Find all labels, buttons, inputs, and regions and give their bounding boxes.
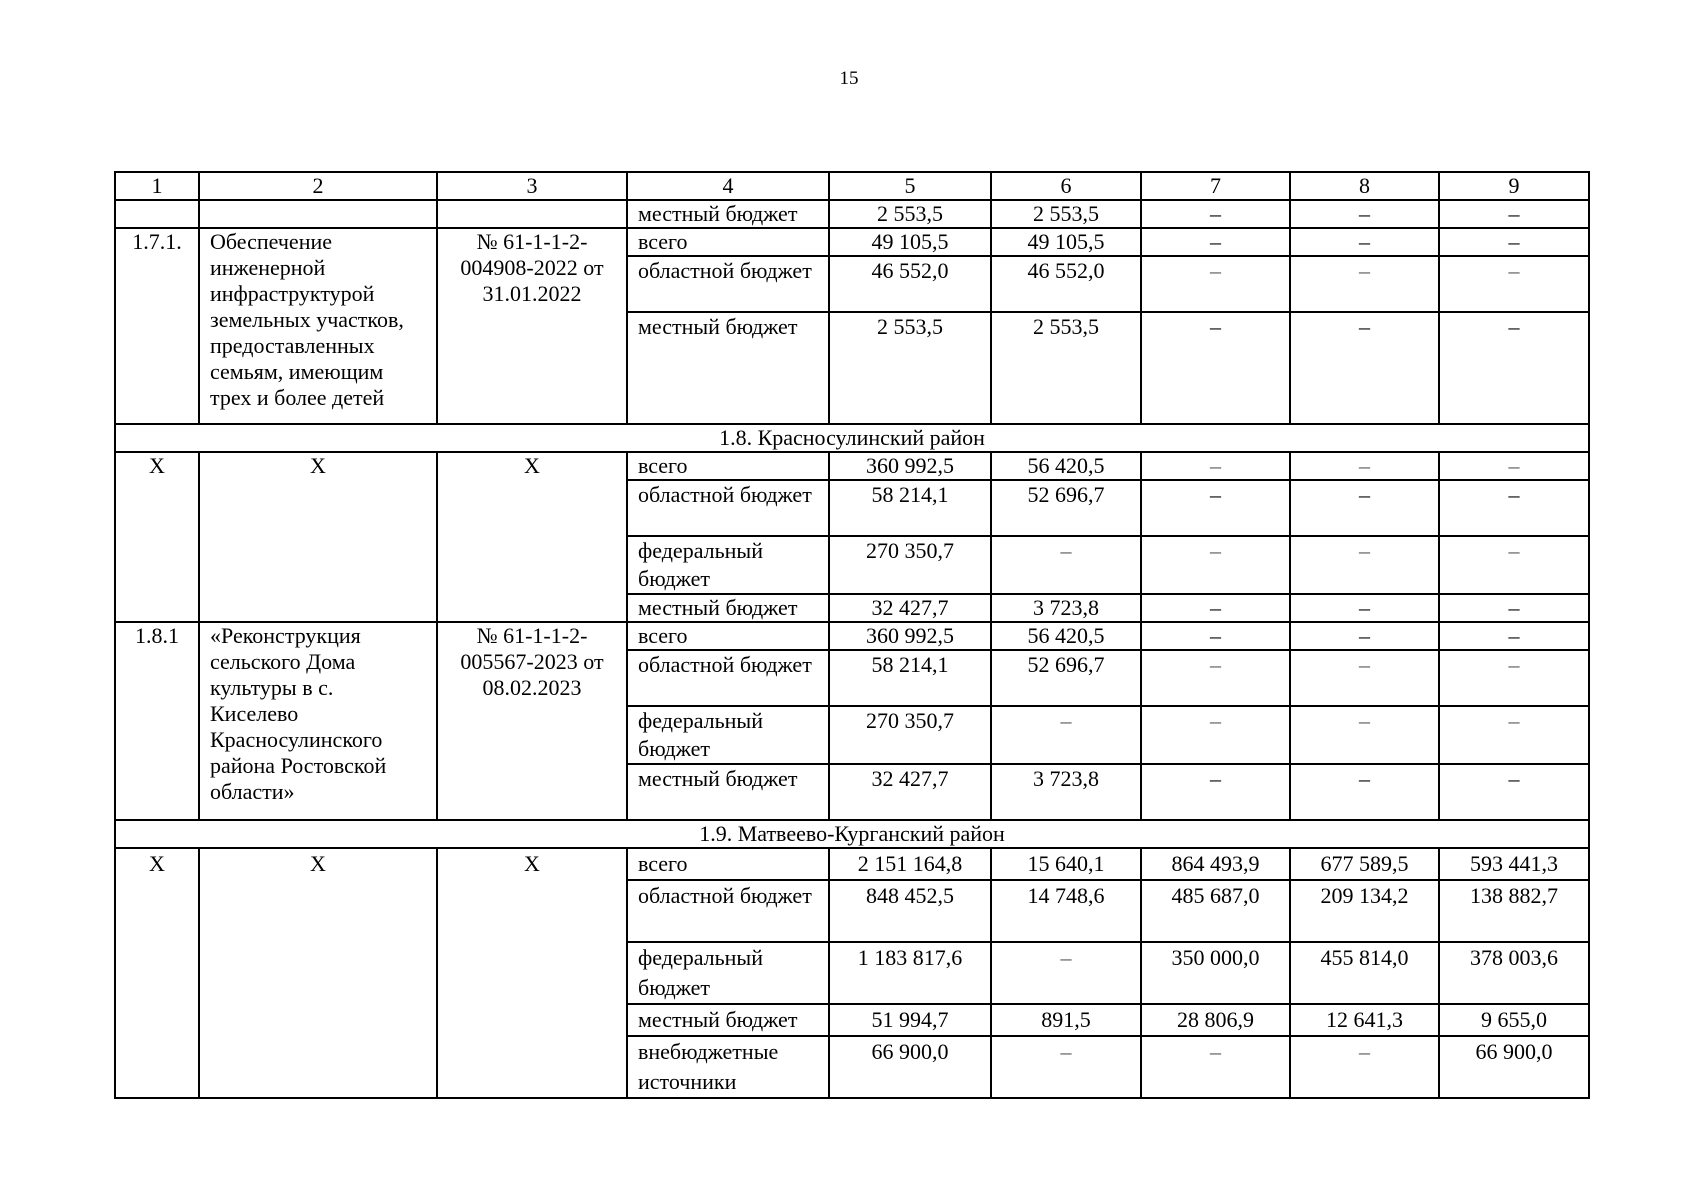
- value-cell: 1 183 817,6: [829, 942, 991, 1004]
- empty-cell: [199, 200, 437, 228]
- value-cell: –: [1290, 594, 1439, 622]
- value-cell: –: [1141, 706, 1290, 764]
- item-code: № 61-1-1-2-004908-2022 от 31.01.2022: [437, 228, 627, 424]
- header-cell: 2: [199, 172, 437, 200]
- value-cell: –: [1141, 1036, 1290, 1098]
- header-cell: 3: [437, 172, 627, 200]
- funding-source: федеральный бюджет: [627, 706, 829, 764]
- value-cell: –: [1290, 256, 1439, 312]
- header-cell: 5: [829, 172, 991, 200]
- empty-cell: [437, 200, 627, 228]
- value-cell: –: [1439, 312, 1589, 424]
- value-cell: 32 427,7: [829, 594, 991, 622]
- item-number: Х: [115, 452, 199, 622]
- value-cell: 49 105,5: [991, 228, 1141, 256]
- item-code: Х: [437, 452, 627, 622]
- funding-source: местный бюджет: [627, 312, 829, 424]
- page-number: 15: [839, 68, 859, 89]
- value-cell: 46 552,0: [829, 256, 991, 312]
- section-heading: 1.8. Красносулинский район: [115, 424, 1589, 452]
- table-row: [115, 622, 1589, 650]
- item-name: Обеспечение инженерной инфраструктурой земельных участков, предоставленных семьям, имеющим трех и более детей: [199, 228, 437, 424]
- value-cell: –: [1439, 200, 1589, 228]
- value-cell: 2 553,5: [829, 200, 991, 228]
- value-cell: –: [1141, 622, 1290, 650]
- value-cell: 9 655,0: [1439, 1004, 1589, 1036]
- value-cell: –: [991, 942, 1141, 1004]
- value-cell: –: [1141, 536, 1290, 594]
- value-cell: –: [1439, 452, 1589, 480]
- section-heading: 1.9. Матвеево-Курганский район: [115, 820, 1589, 848]
- value-cell: 485 687,0: [1141, 880, 1290, 942]
- value-cell: 28 806,9: [1141, 1004, 1290, 1036]
- value-cell: –: [1290, 536, 1439, 594]
- value-cell: 2 553,5: [991, 312, 1141, 424]
- funding-source: местный бюджет: [627, 594, 829, 622]
- value-cell: 51 994,7: [829, 1004, 991, 1036]
- header-cell: 1: [115, 172, 199, 200]
- value-cell: 12 641,3: [1290, 1004, 1439, 1036]
- table-row: [115, 848, 1589, 880]
- value-cell: 58 214,1: [829, 480, 991, 536]
- value-cell: –: [1290, 650, 1439, 706]
- funding-source: внебюджетные источники: [627, 1036, 829, 1098]
- value-cell: –: [1290, 706, 1439, 764]
- funding-source: местный бюджет: [627, 1004, 829, 1036]
- header-row: [115, 172, 1589, 200]
- budget-table: [114, 171, 1590, 1099]
- value-cell: –: [1141, 650, 1290, 706]
- value-cell: –: [1290, 1036, 1439, 1098]
- value-cell: 46 552,0: [991, 256, 1141, 312]
- section-heading-row: [115, 424, 1589, 452]
- table-row: [115, 200, 1589, 228]
- header-cell: 6: [991, 172, 1141, 200]
- value-cell: –: [1290, 312, 1439, 424]
- value-cell: 49 105,5: [829, 228, 991, 256]
- value-cell: –: [1439, 650, 1589, 706]
- item-name: Х: [199, 452, 437, 622]
- value-cell: –: [1439, 764, 1589, 820]
- value-cell: 138 882,7: [1439, 880, 1589, 942]
- value-cell: –: [1439, 228, 1589, 256]
- value-cell: –: [1439, 480, 1589, 536]
- funding-source: всего: [627, 848, 829, 880]
- item-name: Х: [199, 848, 437, 1098]
- value-cell: –: [1290, 200, 1439, 228]
- value-cell: –: [1141, 764, 1290, 820]
- value-cell: 209 134,2: [1290, 880, 1439, 942]
- value-cell: 52 696,7: [991, 480, 1141, 536]
- funding-source: всего: [627, 228, 829, 256]
- funding-source: всего: [627, 622, 829, 650]
- value-cell: –: [1439, 594, 1589, 622]
- value-cell: 848 452,5: [829, 880, 991, 942]
- value-cell: –: [991, 706, 1141, 764]
- funding-source: областной бюджет: [627, 650, 829, 706]
- value-cell: –: [1439, 256, 1589, 312]
- header-cell: 7: [1141, 172, 1290, 200]
- value-cell: –: [1290, 480, 1439, 536]
- value-cell: –: [1290, 764, 1439, 820]
- value-cell: 56 420,5: [991, 622, 1141, 650]
- header-cell: 4: [627, 172, 829, 200]
- value-cell: –: [1290, 228, 1439, 256]
- value-cell: 378 003,6: [1439, 942, 1589, 1004]
- value-cell: 593 441,3: [1439, 848, 1589, 880]
- value-cell: 2 553,5: [829, 312, 991, 424]
- value-cell: –: [1290, 452, 1439, 480]
- value-cell: –: [991, 536, 1141, 594]
- value-cell: 32 427,7: [829, 764, 991, 820]
- value-cell: –: [1141, 452, 1290, 480]
- value-cell: 360 992,5: [829, 452, 991, 480]
- value-cell: 891,5: [991, 1004, 1141, 1036]
- value-cell: 270 350,7: [829, 706, 991, 764]
- value-cell: 3 723,8: [991, 594, 1141, 622]
- item-code: № 61-1-1-2-005567-2023 от 08.02.2023: [437, 622, 627, 820]
- header-cell: 9: [1439, 172, 1589, 200]
- value-cell: 56 420,5: [991, 452, 1141, 480]
- value-cell: 350 000,0: [1141, 942, 1290, 1004]
- item-number: 1.8.1: [115, 622, 199, 820]
- value-cell: 3 723,8: [991, 764, 1141, 820]
- value-cell: 14 748,6: [991, 880, 1141, 942]
- funding-source: областной бюджет: [627, 480, 829, 536]
- header-cell: 8: [1290, 172, 1439, 200]
- section-heading-row: [115, 820, 1589, 848]
- value-cell: 58 214,1: [829, 650, 991, 706]
- item-number: Х: [115, 848, 199, 1098]
- funding-source: областной бюджет: [627, 880, 829, 942]
- item-code: Х: [437, 848, 627, 1098]
- funding-source: областной бюджет: [627, 256, 829, 312]
- value-cell: –: [1141, 312, 1290, 424]
- item-number: 1.7.1.: [115, 228, 199, 424]
- value-cell: 2 151 164,8: [829, 848, 991, 880]
- value-cell: 15 640,1: [991, 848, 1141, 880]
- funding-source: местный бюджет: [627, 200, 829, 228]
- value-cell: 66 900,0: [1439, 1036, 1589, 1098]
- value-cell: –: [1439, 536, 1589, 594]
- table-row: [115, 228, 1589, 256]
- table-row: [115, 452, 1589, 480]
- value-cell: 864 493,9: [1141, 848, 1290, 880]
- value-cell: –: [1290, 622, 1439, 650]
- funding-source: всего: [627, 452, 829, 480]
- empty-cell: [115, 200, 199, 228]
- value-cell: –: [1141, 480, 1290, 536]
- item-name: «Реконструкция сельского Дома культуры в с. Киселево Красносулинского района Ростовской области»: [199, 622, 437, 820]
- value-cell: 360 992,5: [829, 622, 991, 650]
- value-cell: –: [1141, 200, 1290, 228]
- funding-source: федеральный бюджет: [627, 536, 829, 594]
- value-cell: 455 814,0: [1290, 942, 1439, 1004]
- value-cell: 677 589,5: [1290, 848, 1439, 880]
- value-cell: 66 900,0: [829, 1036, 991, 1098]
- value-cell: –: [1439, 706, 1589, 764]
- funding-source: местный бюджет: [627, 764, 829, 820]
- value-cell: –: [991, 1036, 1141, 1098]
- funding-source: федеральный бюджет: [627, 942, 829, 1004]
- value-cell: –: [1141, 228, 1290, 256]
- value-cell: 52 696,7: [991, 650, 1141, 706]
- value-cell: 2 553,5: [991, 200, 1141, 228]
- value-cell: –: [1439, 622, 1589, 650]
- value-cell: 270 350,7: [829, 536, 991, 594]
- value-cell: –: [1141, 594, 1290, 622]
- value-cell: –: [1141, 256, 1290, 312]
